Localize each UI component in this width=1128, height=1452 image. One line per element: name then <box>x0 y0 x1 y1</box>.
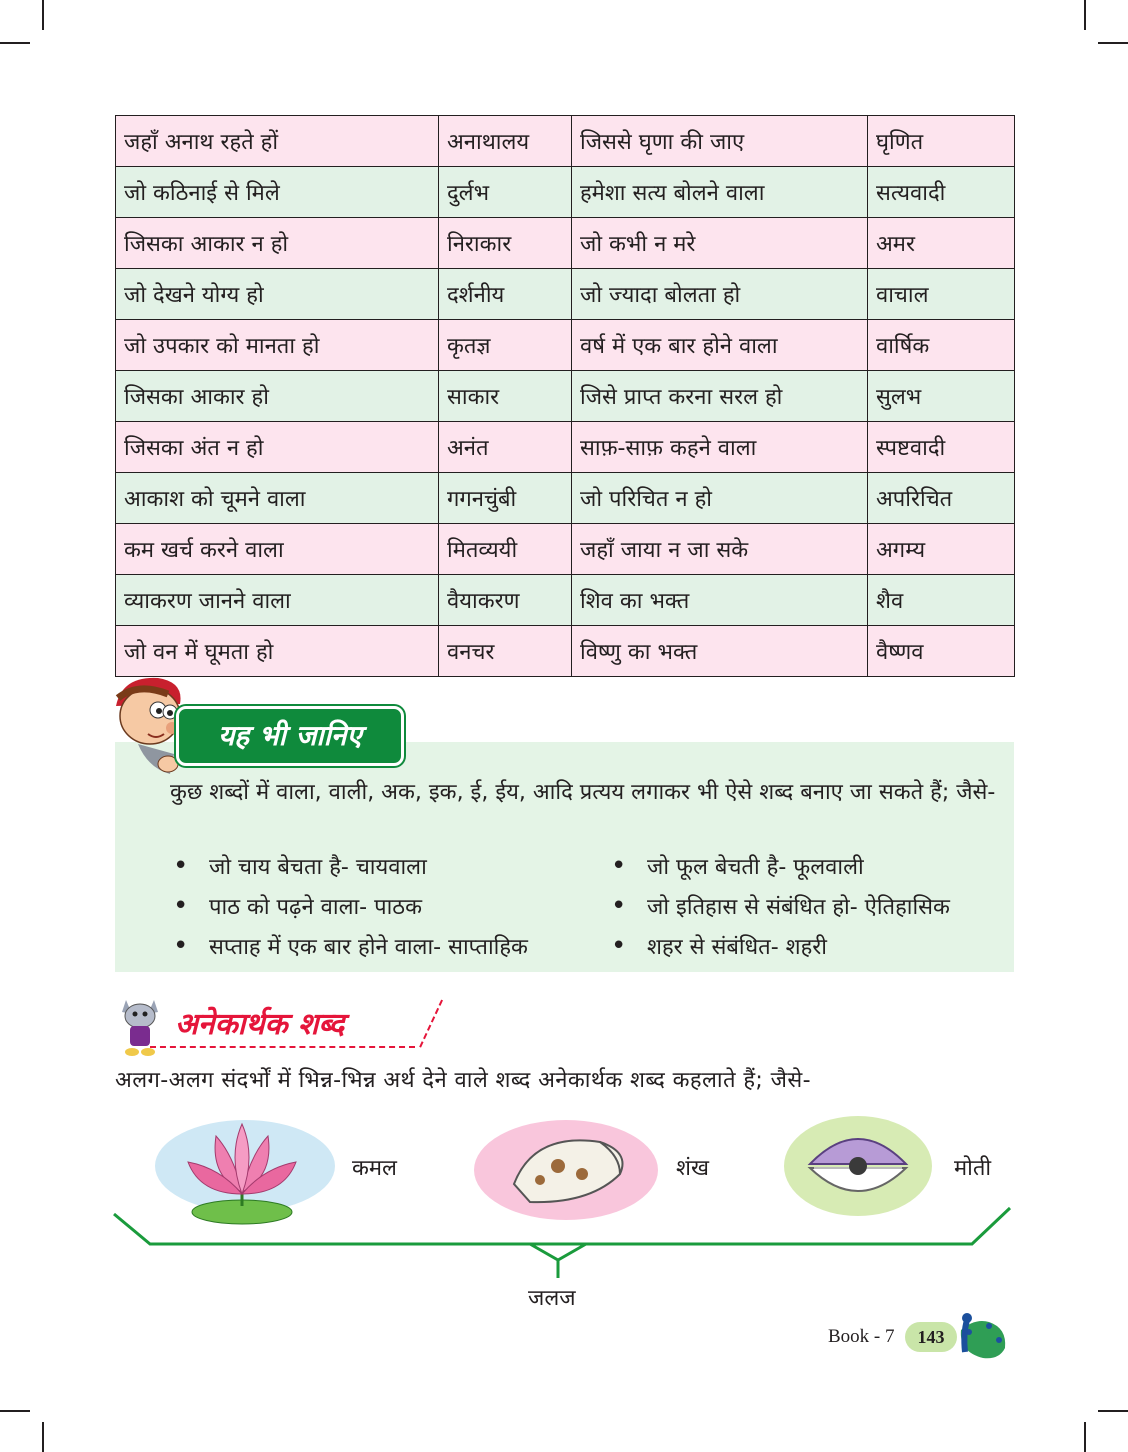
heading-underline <box>150 1046 415 1048</box>
crop-mark <box>1098 42 1128 44</box>
table-row <box>116 524 1015 575</box>
page-number: 143 <box>905 1322 957 1352</box>
phrase-cell: व्याकरण जानने वाला <box>116 575 439 626</box>
table-row <box>116 269 1015 320</box>
crop-mark <box>42 1422 44 1452</box>
word-cell: वनचर <box>439 626 572 677</box>
phrase-cell: जो परिचित न हो <box>572 473 868 524</box>
bullet-text: पाठ को पढ़ने वाला- पाठक <box>209 895 422 920</box>
bullet-text: जो चाय बेचता है- चायवाला <box>209 855 427 880</box>
table-row <box>116 626 1015 677</box>
list-item: • शहर से संबंधित- शहरी <box>611 931 827 961</box>
info-text: कुछ शब्दों में वाला, वाली, अक, इक, ई, ईय, आदि प्रत्यय लगाकर भी ऐसे शब्द बनाए जा सकते हैं; जैसे- <box>170 780 996 805</box>
phrase-cell: जो कठिनाई से मिले <box>116 167 439 218</box>
word-cell: अनंत <box>439 422 572 473</box>
phrase-cell: साफ़-साफ़ कहने वाला <box>572 422 868 473</box>
word-cell: अगम्य <box>868 524 1015 575</box>
conch-label: शंख <box>676 1156 709 1181</box>
table-row <box>116 167 1015 218</box>
bullet-list-right <box>611 846 950 966</box>
lotus-label: कमल <box>352 1156 397 1181</box>
phrase-cell: जो ज्यादा बोलता हो <box>572 269 868 320</box>
table-row <box>116 575 1015 626</box>
crop-mark <box>1084 1422 1086 1452</box>
phrase-cell: विष्णु का भक्त <box>572 626 868 677</box>
phrase-cell: जहाँ अनाथ रहते हों <box>116 116 439 167</box>
one-word-substitution-table <box>115 115 1015 677</box>
section-heading: अनेकार्थक शब्द <box>175 1007 345 1042</box>
word-cell: वैष्णव <box>868 626 1015 677</box>
crop-mark <box>1084 0 1086 30</box>
phrase-cell: जो उपकार को मानता हो <box>116 320 439 371</box>
list-item: • सप्ताह में एक बार होने वाला- साप्ताहिक <box>173 931 528 961</box>
word-cell: स्पष्टवादी <box>868 422 1015 473</box>
word-cell: मितव्ययी <box>439 524 572 575</box>
book-label: Book - 7 <box>828 1326 895 1347</box>
list-item: • पाठ को पढ़ने वाला- पाठक <box>173 891 422 921</box>
word-cell: सत्यवादी <box>868 167 1015 218</box>
phrase-cell: जो वन में घूमता हो <box>116 626 439 677</box>
pearl-label: मोती <box>954 1156 992 1181</box>
cartoon-cat-icon <box>114 990 170 1060</box>
info-box <box>115 742 1014 972</box>
phrase-cell: जिसे प्राप्त करना सरल हो <box>572 371 868 422</box>
bullet-text: जो फूल बेचती है- फूलवाली <box>647 855 864 880</box>
peacock-icon <box>955 1308 1011 1364</box>
crop-mark <box>0 42 30 44</box>
bullet-text: सप्ताह में एक बार होने वाला- साप्ताहिक <box>209 935 528 960</box>
word-cell: गगनचुंबी <box>439 473 572 524</box>
heading-slash <box>419 1000 445 1049</box>
table-row <box>116 473 1015 524</box>
crop-mark <box>42 0 44 30</box>
bullet-list-left <box>173 846 528 966</box>
root-word-label: जलज <box>528 1286 576 1311</box>
phrase-cell: जिससे घृणा की जाए <box>572 116 868 167</box>
word-cell: अनाथालय <box>439 116 572 167</box>
crop-mark <box>1098 1410 1128 1412</box>
word-cell: साकार <box>439 371 572 422</box>
word-cell: घृणित <box>868 116 1015 167</box>
phrase-cell: जहाँ जाया न जा सके <box>572 524 868 575</box>
list-item: • जो चाय बेचता है- चायवाला <box>173 851 427 881</box>
crop-mark <box>0 1410 30 1412</box>
definition-text: अलग-अलग संदर्भों में भिन्न-भिन्न अर्थ देने वाले शब्द अनेकार्थक शब्द कहलाते हैं; जैसे- <box>115 1068 811 1093</box>
phrase-cell: कम खर्च करने वाला <box>116 524 439 575</box>
phrase-cell: शिव का भक्त <box>572 575 868 626</box>
word-cell: शैव <box>868 575 1015 626</box>
phrase-cell: जो कभी न मरे <box>572 218 868 269</box>
word-cell: दर्शनीय <box>439 269 572 320</box>
word-cell: वैयाकरण <box>439 575 572 626</box>
word-cell: दुर्लभ <box>439 167 572 218</box>
bullet-text: जो इतिहास से संबंधित हो- ऐतिहासिक <box>647 895 950 920</box>
table-row <box>116 218 1015 269</box>
word-cell: अपरिचित <box>868 473 1015 524</box>
phrase-cell: जिसका आकार हो <box>116 371 439 422</box>
phrase-cell: आकाश को चूमने वाला <box>116 473 439 524</box>
phrase-cell: जिसका अंत न हो <box>116 422 439 473</box>
phrase-cell: हमेशा सत्य बोलने वाला <box>572 167 868 218</box>
word-cell: सुलभ <box>868 371 1015 422</box>
table-row <box>116 116 1015 167</box>
phrase-cell: वर्ष में एक बार होने वाला <box>572 320 868 371</box>
bullet-text: शहर से संबंधित- शहरी <box>647 935 827 960</box>
list-item: • जो इतिहास से संबंधित हो- ऐतिहासिक <box>611 891 950 921</box>
table-row <box>116 371 1015 422</box>
word-cell: अमर <box>868 218 1015 269</box>
meanings-bracket <box>112 1200 1018 1284</box>
word-cell: वार्षिक <box>868 320 1015 371</box>
word-cell: कृतज्ञ <box>439 320 572 371</box>
phrase-cell: जो देखने योग्य हो <box>116 269 439 320</box>
phrase-cell: जिसका आकार न हो <box>116 218 439 269</box>
table-row <box>116 422 1015 473</box>
list-item: • जो फूल बेचती है- फूलवाली <box>611 851 864 881</box>
info-badge: यह भी जानिए <box>176 706 404 766</box>
word-cell: निराकार <box>439 218 572 269</box>
table-row <box>116 320 1015 371</box>
word-cell: वाचाल <box>868 269 1015 320</box>
table-body <box>116 116 1015 677</box>
